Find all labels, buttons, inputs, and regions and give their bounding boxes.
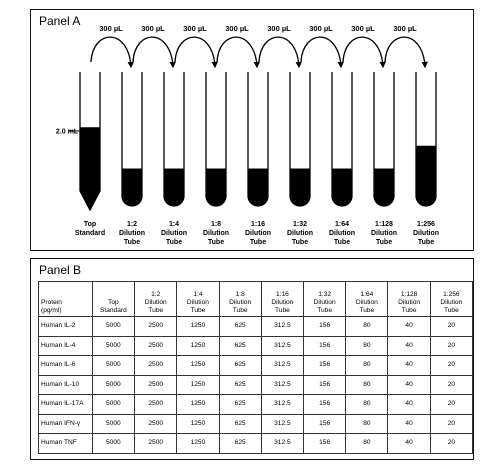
column-header: Top Standard bbox=[92, 282, 134, 317]
concentration-cell: 1250 bbox=[177, 336, 219, 356]
table-row bbox=[39, 317, 473, 337]
table-body bbox=[39, 317, 473, 454]
concentration-cell: 156 bbox=[304, 414, 346, 434]
table-row bbox=[39, 356, 473, 376]
transfer-label: 300 µL bbox=[141, 24, 165, 33]
transfer-arrow bbox=[175, 37, 215, 67]
tube-label: Tube bbox=[417, 239, 435, 246]
transfer-arrow bbox=[343, 37, 383, 67]
table-row bbox=[39, 414, 473, 434]
panel-a-title: Panel A bbox=[39, 14, 81, 28]
transfer-label: 300 µL bbox=[225, 24, 249, 33]
protein-name-cell: Human TNF bbox=[39, 434, 93, 454]
dilution-table bbox=[38, 281, 473, 454]
transfer-label: 300 µL bbox=[351, 24, 375, 33]
tube-liquid bbox=[374, 168, 394, 206]
protein-name-cell: Human IL-2 bbox=[39, 317, 93, 337]
concentration-cell: 625 bbox=[219, 375, 261, 395]
concentration-cell: 1250 bbox=[177, 434, 219, 454]
transfer-label: 300 µL bbox=[393, 24, 417, 33]
concentration-cell: 80 bbox=[346, 356, 388, 376]
concentration-cell: 20 bbox=[430, 375, 472, 395]
concentration-cell: 40 bbox=[388, 414, 430, 434]
tube-label: Tube bbox=[333, 239, 351, 246]
serial-dilution-diagram bbox=[31, 10, 475, 252]
tube-label: 1:4 bbox=[168, 221, 180, 228]
concentration-cell: 40 bbox=[388, 336, 430, 356]
concentration-cell: 2500 bbox=[135, 336, 177, 356]
concentration-cell: 1250 bbox=[177, 375, 219, 395]
concentration-cell: 156 bbox=[304, 395, 346, 415]
table-row bbox=[39, 375, 473, 395]
tube-label: Dilution bbox=[370, 230, 398, 237]
concentration-cell: 40 bbox=[388, 375, 430, 395]
column-header: 1:8 Dilution Tube bbox=[219, 282, 261, 317]
concentration-cell: 80 bbox=[346, 434, 388, 454]
tube-label: Tube bbox=[291, 239, 309, 246]
tube-liquid bbox=[332, 168, 352, 206]
transfer-arrow bbox=[259, 37, 299, 67]
concentration-cell: 312.5 bbox=[261, 395, 303, 415]
concentration-cell: 312.5 bbox=[261, 336, 303, 356]
concentration-cell: 80 bbox=[346, 336, 388, 356]
tube-label: Standard bbox=[74, 230, 106, 237]
tube-label: 1:256 bbox=[417, 221, 435, 228]
column-header: 1:4 Dilution Tube bbox=[177, 282, 219, 317]
concentration-cell: 5000 bbox=[92, 434, 134, 454]
tube-label: Tube bbox=[165, 239, 183, 246]
concentration-cell: 625 bbox=[219, 356, 261, 376]
column-header: 1:16 Dilution Tube bbox=[261, 282, 303, 317]
concentration-cell: 20 bbox=[430, 317, 472, 337]
table-header-row bbox=[39, 282, 473, 317]
concentration-cell: 80 bbox=[346, 317, 388, 337]
column-header: Protein (pg/ml) bbox=[39, 282, 93, 317]
concentration-cell: 5000 bbox=[92, 395, 134, 415]
column-header: 1:128 Dilution Tube bbox=[388, 282, 430, 317]
tube-label: Dilution bbox=[244, 230, 272, 237]
tube-label: Tube bbox=[207, 239, 225, 246]
concentration-cell: 625 bbox=[219, 434, 261, 454]
transfer-arrow bbox=[91, 37, 131, 67]
concentration-cell: 1250 bbox=[177, 414, 219, 434]
transfer-arrow bbox=[385, 37, 425, 67]
tube-label: 1:8 bbox=[210, 221, 222, 228]
panel-a bbox=[30, 9, 474, 251]
table-row bbox=[39, 395, 473, 415]
concentration-cell: 5000 bbox=[92, 375, 134, 395]
concentration-cell: 1250 bbox=[177, 356, 219, 376]
tube-label: 1:16 bbox=[250, 221, 266, 228]
concentration-cell: 5000 bbox=[92, 356, 134, 376]
tube-label: Dilution bbox=[328, 230, 356, 237]
concentration-cell: 625 bbox=[219, 414, 261, 434]
concentration-cell: 1250 bbox=[177, 317, 219, 337]
tube-label: 1:2 bbox=[126, 221, 138, 228]
protein-name-cell: Human IL-6 bbox=[39, 356, 93, 376]
concentration-cell: 40 bbox=[388, 395, 430, 415]
concentration-cell: 312.5 bbox=[261, 356, 303, 376]
tube-liquid bbox=[248, 168, 268, 206]
concentration-cell: 156 bbox=[304, 317, 346, 337]
protein-name-cell: Human IL-4 bbox=[39, 336, 93, 356]
concentration-cell: 5000 bbox=[92, 336, 134, 356]
concentration-cell: 80 bbox=[346, 395, 388, 415]
transfer-label: 300 µL bbox=[183, 24, 207, 33]
concentration-cell: 2500 bbox=[135, 414, 177, 434]
transfer-arrow bbox=[133, 37, 173, 67]
transfer-label: 300 µL bbox=[99, 24, 123, 33]
concentration-cell: 2500 bbox=[135, 434, 177, 454]
concentration-cell: 625 bbox=[219, 317, 261, 337]
transfer-arrow bbox=[301, 37, 341, 67]
tube-liquid bbox=[416, 146, 436, 206]
concentration-cell: 156 bbox=[304, 375, 346, 395]
protein-name-cell: Human IL-10 bbox=[39, 375, 93, 395]
concentration-cell: 2500 bbox=[135, 375, 177, 395]
protein-name-cell: Human IFN-γ bbox=[39, 414, 93, 434]
concentration-cell: 20 bbox=[430, 395, 472, 415]
concentration-cell: 40 bbox=[388, 356, 430, 376]
concentration-cell: 312.5 bbox=[261, 434, 303, 454]
tube-label: Dilution bbox=[202, 230, 230, 237]
tube-label: 1:64 bbox=[334, 221, 350, 228]
concentration-cell: 1250 bbox=[177, 395, 219, 415]
concentration-cell: 2500 bbox=[135, 317, 177, 337]
concentration-cell: 625 bbox=[219, 336, 261, 356]
panel-b bbox=[30, 258, 474, 460]
transfer-label: 300 µL bbox=[309, 24, 333, 33]
concentration-cell: 40 bbox=[388, 434, 430, 454]
concentration-cell: 20 bbox=[430, 414, 472, 434]
table-row bbox=[39, 336, 473, 356]
transfer-arrow bbox=[217, 37, 257, 67]
concentration-cell: 156 bbox=[304, 336, 346, 356]
transfer-label: 300 µL bbox=[267, 24, 291, 33]
tube-label: Tube bbox=[249, 239, 267, 246]
table-row bbox=[39, 434, 473, 454]
column-header: 1:64 Dilution Tube bbox=[346, 282, 388, 317]
concentration-cell: 20 bbox=[430, 434, 472, 454]
concentration-cell: 20 bbox=[430, 356, 472, 376]
concentration-cell: 40 bbox=[388, 317, 430, 337]
tube-label: Top bbox=[83, 221, 97, 228]
concentration-cell: 5000 bbox=[92, 317, 134, 337]
concentration-cell: 312.5 bbox=[261, 375, 303, 395]
tube-label: 1:32 bbox=[292, 221, 308, 228]
concentration-cell: 156 bbox=[304, 434, 346, 454]
column-header: 1:32 Dilution Tube bbox=[304, 282, 346, 317]
tube-liquid bbox=[164, 168, 184, 206]
concentration-cell: 2500 bbox=[135, 356, 177, 376]
tube-label: Tube bbox=[375, 239, 393, 246]
tube-label: Dilution bbox=[286, 230, 314, 237]
tube-liquid bbox=[290, 168, 310, 206]
protein-name-cell: Human IL-17A bbox=[39, 395, 93, 415]
concentration-cell: 312.5 bbox=[261, 317, 303, 337]
concentration-cell: 2500 bbox=[135, 395, 177, 415]
column-header: 1:2 Dilution Tube bbox=[135, 282, 177, 317]
concentration-cell: 80 bbox=[346, 414, 388, 434]
concentration-cell: 80 bbox=[346, 375, 388, 395]
volume-mark-label: 2.0 mL bbox=[55, 128, 79, 136]
panel-b-title: Panel B bbox=[39, 263, 82, 277]
tube-label: Dilution bbox=[412, 230, 440, 237]
tube-liquid bbox=[206, 168, 226, 206]
tube-label: Tube bbox=[123, 239, 141, 246]
concentration-cell: 5000 bbox=[92, 414, 134, 434]
concentration-cell: 312.5 bbox=[261, 414, 303, 434]
tube-label: Dilution bbox=[160, 230, 188, 237]
tube-label: Dilution bbox=[118, 230, 146, 237]
column-header: 1:256 Dilution Tube bbox=[430, 282, 472, 317]
concentration-cell: 156 bbox=[304, 356, 346, 376]
concentration-cell: 625 bbox=[219, 395, 261, 415]
tube-liquid bbox=[122, 168, 142, 206]
concentration-cell: 20 bbox=[430, 336, 472, 356]
tube-label: 1:128 bbox=[375, 221, 393, 228]
